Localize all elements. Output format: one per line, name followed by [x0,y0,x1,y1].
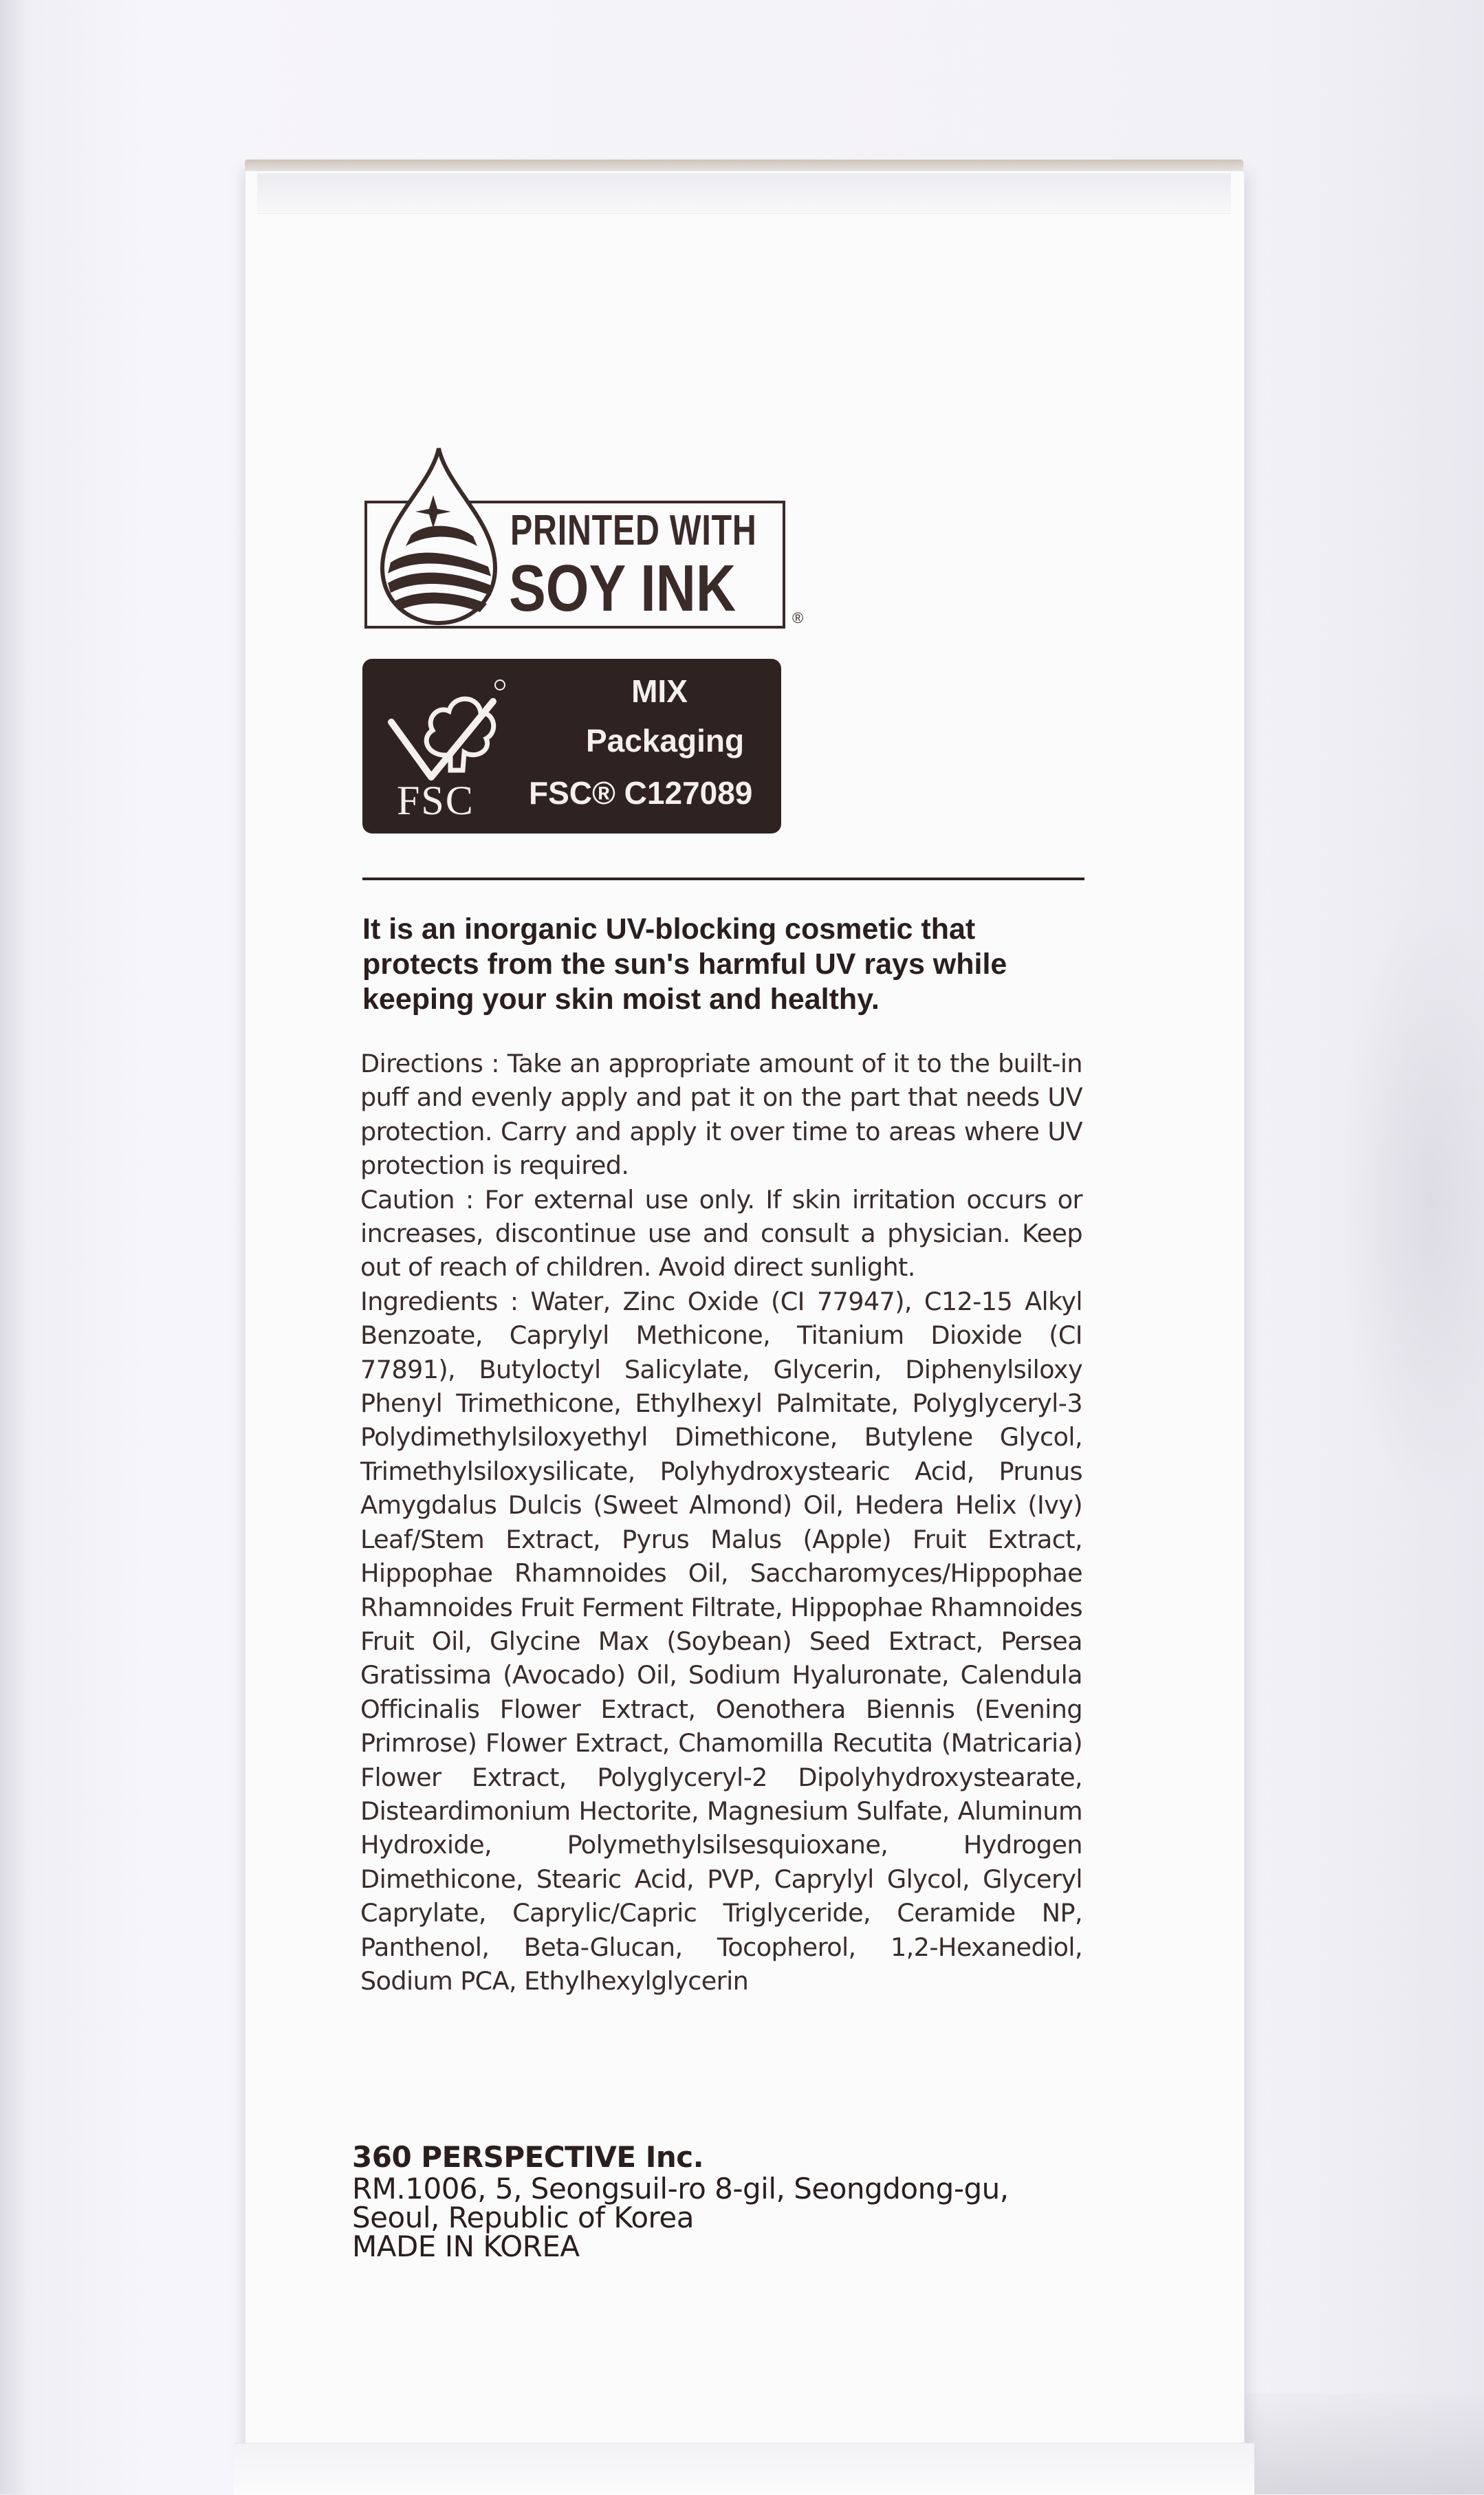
fsc-packaging-label: Packaging [585,723,745,759]
fsc-tree-icon [378,674,508,784]
fsc-logo-text: FSC [397,778,474,823]
company-address-line2: Seoul, Republic of Korea [352,2201,694,2234]
made-in-label: MADE IN KOREA [352,2230,580,2263]
soy-drop-icon [370,446,508,626]
soy-ink-line1: PRINTED WITH [510,507,757,554]
background-shadow-right [1341,894,1484,1513]
soy-ink-logo [363,446,810,630]
fsc-license-code: FSC® C127089 [529,775,753,811]
product-info-text [360,1047,1082,1998]
box-bottom-edge [234,2443,1254,2495]
registered-mark: ® [792,609,804,627]
fsc-label [362,659,781,834]
caution-text: Caution : For external use only. If skin irritation occurs or increases, discontinue use and consult a physician. Keep out of reach of children. Avoid direct sunlight. [360,1184,1082,1283]
background-shadow-left [0,0,28,2494]
box-top-flap [257,173,1231,214]
product-description: It is an inorganic UV-blocking cosmetic that protects from the sun's harmful UV rays while keeping your skin moist and healthy. [362,913,1007,1016]
soy-ink-line2: SOY INK [509,552,736,625]
company-name: 360 PERSPECTIVE Inc. [352,2140,704,2174]
company-block [352,2140,1109,2261]
directions-text: Directions : Take an appropriate amount of it to the built-in puff and evenly apply and pat it on the part that needs UV protection. Carry and apply it over time to areas where UV protection is required. [360,1049,1082,1181]
divider-line [362,878,1084,880]
background-shadow-bottom-right [1243,2393,1484,2494]
company-address-line1: RM.1006, 5, Seongsuil-ro 8-gil, Seongdong-gu, [352,2172,1009,2205]
fsc-mix-label: MIX [631,673,688,709]
ingredients-text: Ingredients : Water, Zinc Oxide (CI 77947), C12-15 Alkyl Benzoate, Caprylyl Methicone, Titanium Dioxide (CI 77891), Butyloctyl Salicylate, Glycerin, Diphenylsiloxy Phenyl Trimethicone, Ethylhexyl Palmitate, Polyglyceryl-3 Polydimethylsiloxyethyl Dimethicone, Butylene Glycol, Trimethylsiloxysilicate, Polyhydroxystearic Acid, Prunus Amygdalus Dulcis (Sweet Almond) Oil, Hedera Helix (Ivy) Leaf/Stem Extract, Pyrus Malus (Apple) Fruit Extract, Hippophae Rhamnoides Oil, Saccharomyces/Hippophae Rhamnoides Fruit Ferment Filtrate, Hippophae Rhamnoides Fruit Oil, Glycine Max (Soybean) Seed Extract, Persea Gratissima (Avocado) Oil, Sodium Hyaluronate, Calendula Officinalis Flower Extract, Oenothera Biennis (Evening Primrose) Flower Extract, Chamomilla Recutita (Matricaria) Flower Extract, Polyglyceryl-2 Dipolyhydroxystearate, Disteardimonium Hectorite, Magnesium Sulfate, Aluminum Hydroxide, Polymethylsilsesquioxane, Hydrogen Dimethicone, Stearic Acid, PVP, Caprylyl Glycol, Glyceryl Caprylate, Caprylic/Capric Triglyceride, Ceramide NP, Panthenol, Beta-Glucan, Tocopherol, 1,2-Hexanediol, Sodium PCA, Ethylhexylglycerin [360,1286,1082,1996]
